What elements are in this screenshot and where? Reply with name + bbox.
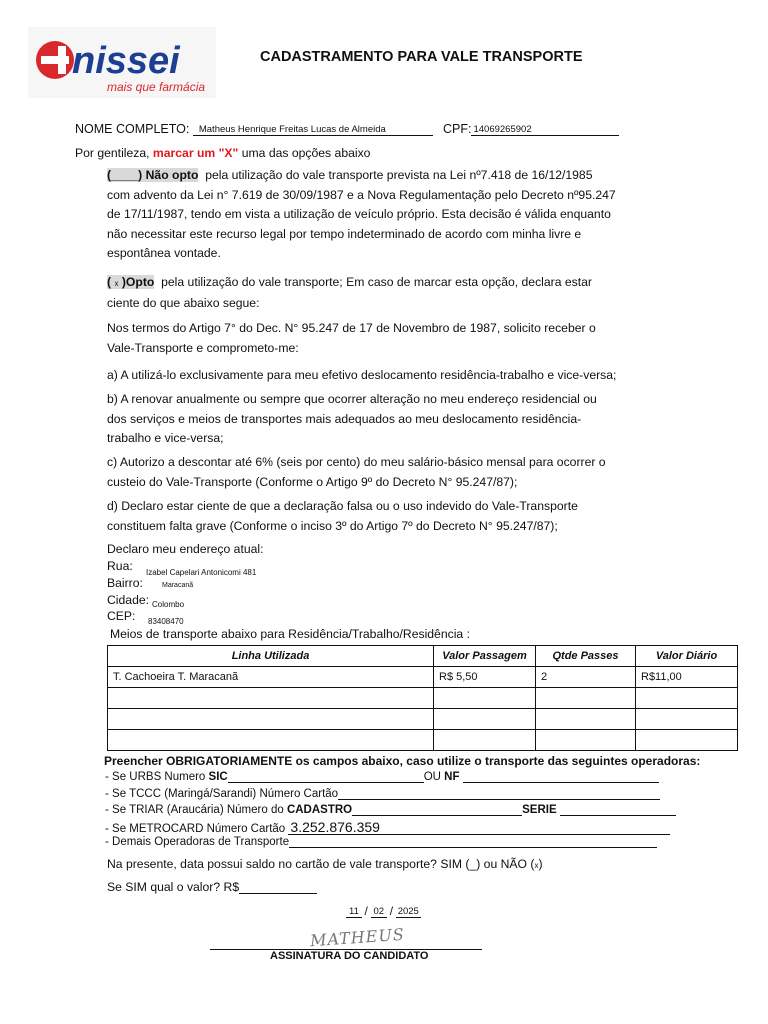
- obrig-heading: Preencher OBRIGATORIAMENTE os campos abaixo, caso utilize o transporte das seguintes operadoras:: [104, 754, 701, 768]
- date-year[interactable]: 2025: [397, 906, 419, 917]
- option1-mark: (____): [107, 168, 143, 182]
- valor-field[interactable]: [239, 893, 317, 894]
- endereco-heading: Declaro meu endereço atual:: [107, 542, 264, 556]
- date-sep-2: /: [389, 904, 394, 918]
- item-a-line-1: a) A utilizá-lo exclusivamente para meu efetivo deslocamento residência-trabalho e vice-versa;: [107, 368, 617, 382]
- option-nao-opto: [107, 166, 622, 264]
- cell-valor-passagem[interactable]: R$ 5,50: [434, 667, 536, 688]
- table-header-row: [108, 646, 738, 667]
- table-row: [108, 688, 738, 709]
- item-a: [107, 366, 622, 386]
- cpf-value: 14069265902: [473, 124, 532, 135]
- tccc-row: [105, 788, 660, 800]
- option2-open: (: [107, 275, 112, 289]
- metro-value: 3.252.876.359: [290, 819, 380, 835]
- saldo-text: Na presente, data possui saldo no cartão de vale transporte? SIM (_) ou NÃO (: [107, 857, 535, 871]
- item-b-line-3: trabalho e vice-versa;: [107, 431, 224, 446]
- option2-line-2: ciente do que abaixo segue:: [107, 295, 260, 310]
- triar-serie-field[interactable]: [560, 815, 676, 816]
- meios-heading: Meios de transporte abaixo para Residência/Trabalho/Residência :: [110, 627, 470, 641]
- cell-valor-passagem[interactable]: [434, 688, 536, 709]
- option2-line-1: pela utilização do vale transporte; Em caso de marcar esta opção, declara estar: [161, 275, 592, 289]
- triar-serie: SERIE: [522, 804, 557, 816]
- date-day[interactable]: 11: [346, 906, 362, 918]
- cell-valor-diario[interactable]: [636, 730, 738, 751]
- cell-valor-passagem[interactable]: [434, 709, 536, 730]
- option1-line-3: de 17/11/1987, tendo em vista a utilização de veículo próprio. Esta decisão é válida enquanto: [107, 207, 611, 222]
- urbs-label: - Se URBS Numero: [105, 771, 206, 783]
- instruction-red: marcar um "X": [152, 146, 239, 160]
- cep-label: CEP:: [107, 609, 136, 623]
- table-row: [108, 730, 738, 751]
- page-title: CADASTRAMENTO PARA VALE TRANSPORTE: [260, 49, 583, 65]
- nome-value: Matheus Henrique Freitas Lucas de Almeida: [198, 124, 386, 135]
- triar-label: - Se TRIAR (Araucária) Número do: [105, 804, 284, 816]
- urbs-nf-field[interactable]: [463, 782, 659, 783]
- option-opto: [107, 273, 622, 313]
- termos-line-2: Vale-Transporte e comprometo-me:: [107, 340, 299, 355]
- col-valor-diario: Valor Diário: [636, 646, 738, 667]
- table-row: [108, 667, 738, 688]
- signature-handwriting: MATHEUS: [309, 924, 406, 951]
- item-d-line-2: constituem falta grave (Conforme o inciso 3º do Artigo 7º do Decreto N° 95.247/87);: [107, 518, 558, 533]
- saldo-question: [107, 857, 543, 871]
- option1-checkbox[interactable]: [107, 168, 198, 182]
- bairro-value[interactable]: Maracanã: [162, 582, 194, 589]
- instruction-pre: Por gentileza,: [75, 146, 150, 160]
- col-linha: Linha Utilizada: [108, 646, 434, 667]
- nissei-logo: [28, 27, 216, 98]
- cep-value[interactable]: 83408470: [148, 617, 184, 626]
- item-c-line-2: custeio do Vale-Transporte (Conforme o Artigo 9º do Decreto N° 95.247/87);: [107, 474, 518, 489]
- cell-linha[interactable]: [108, 730, 434, 751]
- date: [346, 904, 421, 918]
- nome-label: NOME COMPLETO:: [75, 122, 190, 136]
- col-valor-passagem: Valor Passagem: [434, 646, 536, 667]
- option1-label: Não opto: [145, 168, 199, 182]
- bairro-label: Bairro:: [107, 576, 143, 590]
- option1-line-4: não necessitar este recurso legal por tempo indeterminado de acordo com minha livre e: [107, 226, 582, 241]
- cell-qtde-passes[interactable]: [536, 730, 636, 751]
- metro-field[interactable]: [288, 820, 670, 835]
- item-c-line-1: c) Autorizo a descontar até 6% (seis por cento) do meu salário-básico mensal para ocorrer o: [107, 455, 606, 469]
- table-row: [108, 709, 738, 730]
- tccc-field[interactable]: [338, 799, 660, 800]
- rua-value[interactable]: Izabel Capelari Antonicomi 481: [146, 568, 257, 577]
- cell-valor-diario[interactable]: R$11,00: [636, 667, 738, 688]
- item-b-line-1: b) A renovar anualmente ou sempre que ocorrer alteração no meu endereço residencial ou: [107, 392, 597, 406]
- cell-qtde-passes[interactable]: 2: [536, 667, 636, 688]
- metro-label: - Se METROCARD Número Cartão: [105, 823, 286, 835]
- termos: [107, 319, 622, 358]
- cidade-value[interactable]: Colombo: [152, 600, 185, 609]
- nome-row: [75, 122, 433, 136]
- demais-row: [105, 836, 657, 848]
- triar-cadastro-field[interactable]: [352, 815, 522, 816]
- urbs-sic-field[interactable]: [228, 782, 424, 783]
- triar-cadastro: CADASTRO: [286, 804, 353, 816]
- transport-table: [107, 645, 738, 751]
- cpf-label: CPF:: [443, 122, 472, 136]
- item-c: [107, 453, 622, 492]
- option2-checkbox[interactable]: [107, 275, 154, 289]
- valor-label: Se SIM qual o valor? R$: [107, 880, 240, 894]
- demais-field[interactable]: [289, 847, 657, 848]
- option2-close: ): [121, 275, 126, 289]
- rua-label: Rua:: [107, 559, 133, 573]
- demais-label: - Demais Operadoras de Transporte: [105, 836, 290, 848]
- cpf-field[interactable]: [471, 124, 619, 136]
- cell-valor-diario[interactable]: [636, 688, 738, 709]
- saldo-end: ): [538, 857, 543, 871]
- metro-row: [105, 820, 670, 835]
- cell-qtde-passes[interactable]: [536, 709, 636, 730]
- option2-x-mark: x: [114, 279, 119, 288]
- urbs-sic: SIC: [208, 771, 228, 783]
- option1-line-5: espontânea vontade.: [107, 246, 221, 261]
- option1-line-1: pela utilização do vale transporte prevista na Lei nº7.418 de 16/12/1985: [205, 168, 593, 182]
- triar-row: [105, 804, 676, 816]
- termos-line-1: Nos termos do Artigo 7° do Dec. N° 95.247 de 17 de Novembro de 1987, solicito receber o: [107, 321, 596, 335]
- instruction: [75, 146, 370, 160]
- cell-valor-diario[interactable]: [636, 709, 738, 730]
- cell-linha[interactable]: [108, 688, 434, 709]
- urbs-nf: NF: [444, 771, 460, 783]
- valor-question: [107, 880, 317, 894]
- logo-tagline: mais que farmácia: [107, 80, 206, 94]
- urbs-ou: OU: [423, 771, 441, 783]
- cell-linha[interactable]: [108, 709, 434, 730]
- signature-label: ASSINATURA DO CANDIDATO: [270, 950, 429, 962]
- tccc-label: - Se TCCC (Maringá/Sarandi) Número Cartão: [105, 788, 339, 800]
- item-b-line-2: dos serviços e meios de transportes mais adequados ao meu deslocamento residência-: [107, 411, 582, 426]
- urbs-row: [105, 771, 659, 783]
- logo-brand: nissei: [72, 40, 180, 82]
- cpf-row: [443, 122, 619, 136]
- cell-linha[interactable]: T. Cachoeira T. Maracanã: [108, 667, 434, 688]
- nissei-logo-mark: [28, 27, 216, 98]
- item-b: [107, 390, 622, 449]
- date-month[interactable]: 02: [371, 906, 388, 918]
- item-d-line-1: d) Declaro estar ciente de que a declaração falsa ou o uso indevido do Vale-Transporte: [107, 499, 578, 513]
- option1-line-2: com advento da Lei n° 7.619 de 30/09/1987 e a Nova Regulamentação pelo Decreto nº95.247: [107, 187, 616, 202]
- col-qtde-passes: Qtde Passes: [536, 646, 636, 667]
- instruction-post: uma das opções abaixo: [241, 146, 371, 160]
- date-sep-1: /: [364, 904, 368, 918]
- nome-field[interactable]: [193, 124, 433, 136]
- saldo-nao-mark[interactable]: x: [534, 861, 539, 870]
- item-d: [107, 497, 622, 536]
- cidade-label: Cidade:: [107, 593, 150, 607]
- option2-label: Opto: [125, 275, 155, 289]
- cell-qtde-passes[interactable]: [536, 688, 636, 709]
- cell-valor-passagem[interactable]: [434, 730, 536, 751]
